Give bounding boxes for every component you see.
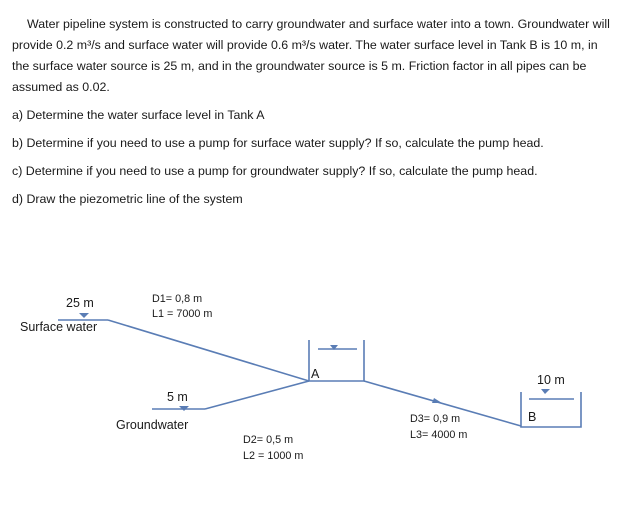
- tank-a-label: A: [311, 367, 320, 381]
- pipe-3-diameter: D3= 0,9 m: [410, 413, 461, 425]
- question-b: b) Determine if you need to use a pump for surface water supply? If so, calculate the pump head.: [12, 136, 544, 150]
- tank-b-level-marker: [541, 389, 550, 394]
- pipe-1-length: L1 = 7000 m: [152, 308, 213, 320]
- surface-level-marker: [79, 313, 89, 318]
- question-d: d) Draw the piezometric line of the system: [12, 192, 243, 206]
- pipe-2-diameter: D2= 0,5 m: [243, 434, 294, 446]
- tank-b-level-label: 10 m: [537, 373, 565, 387]
- groundwater-label: Groundwater: [116, 418, 189, 432]
- question-a: a) Determine the water surface level in Tank A: [12, 108, 265, 122]
- question-c: c) Determine if you need to use a pump for groundwater supply? If so, calculate the pump head.: [12, 164, 538, 178]
- pipe-2: [205, 381, 309, 409]
- ground-level-label: 5 m: [167, 390, 188, 404]
- flow-arrow-pipe-3: [432, 398, 442, 403]
- surface-level-label: 25 m: [66, 296, 94, 310]
- pipe-1: [108, 320, 309, 381]
- pipe-2-length: L2 = 1000 m: [243, 450, 304, 462]
- pipe-3-length: L3= 4000 m: [410, 429, 468, 441]
- pipe-1-diameter: D1= 0,8 m: [152, 293, 203, 305]
- surface-water-label: Surface water: [20, 320, 98, 334]
- problem-intro: Water pipeline system is constructed to carry groundwater and surface water into a town. Groundwater will provide 0.2 m³/s and surface water will provide 0.6 m³/s water. The water surface level in Tank B is 10 m, in the surface water source is 25 m, and in the groundwater source is 5 m. Friction factor in all pipes can be assumed as 0.02.: [12, 17, 610, 94]
- tank-b-label: B: [528, 410, 537, 424]
